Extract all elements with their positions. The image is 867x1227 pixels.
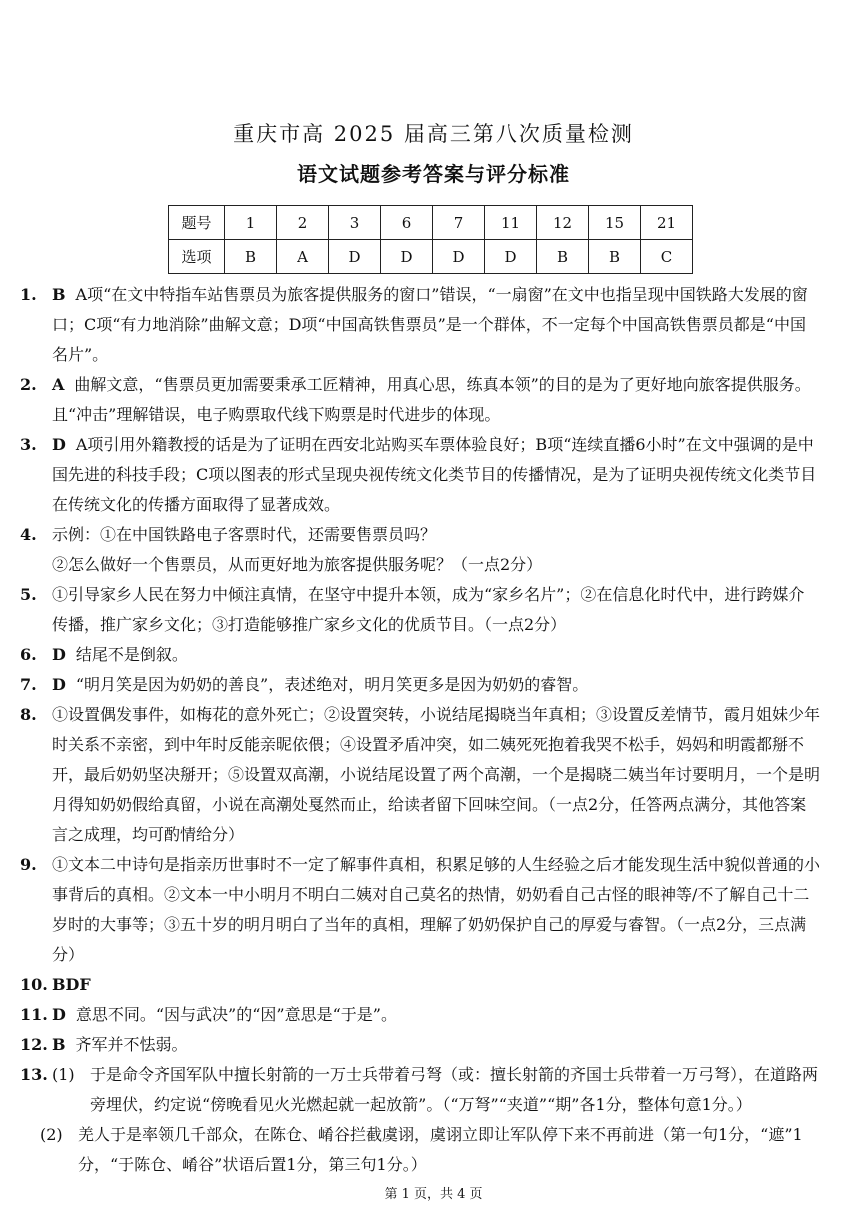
item-explanation: 结尾不是倒叙。 <box>75 645 188 664</box>
option-cell: B <box>225 240 277 274</box>
answer-item <box>20 280 820 370</box>
item-number: 5. <box>20 585 37 604</box>
option-cell: C <box>641 240 693 274</box>
option-cell: D <box>433 240 485 274</box>
answer-item <box>20 670 820 700</box>
exam-title: 重庆市高 2025 届高三第八次质量检测 <box>233 122 634 146</box>
option-cell: B <box>537 240 589 274</box>
question-number-cell: 7 <box>433 206 485 240</box>
answer-item <box>20 1060 820 1180</box>
answer-item <box>20 430 820 520</box>
sub-number: (1) <box>52 1065 75 1084</box>
item-answer-letter: D <box>52 1005 66 1024</box>
item-explanation: ①文本二中诗句是指亲历世事时不一定了解事件真相，积累足够的人生经验之后才能发现生活中貌似普通的小事背后的真相。②文本一中小明月不明白二姨对自己莫名的热情，奶奶看自己古怪的眼神等/不了解自己十二岁时的大事等；③五十岁的明月明白了当年的真相，理解了奶奶保护自己的厚爱与睿智。（一点2分，三点满分） <box>52 855 821 964</box>
item-explanation: 意思不同。“因与武决”的“因”意思是“于是”。 <box>75 1005 397 1024</box>
item-number: 11. <box>20 1005 48 1024</box>
item-number: 12. <box>20 1035 48 1054</box>
item-explanation: A项“在文中特指车站售票员为旅客提供服务的窗口”错误，“一扇窗”在文中也指呈现中国铁路大发展的窗口；C项“有力地消除”曲解文意；D项“中国高铁售票员”是一个群体，不一定每个中国高铁售票员都是“中国名片”。 <box>52 285 808 364</box>
answer-item <box>20 640 820 670</box>
answer-item <box>20 1000 820 1030</box>
item-number: 4. <box>20 525 37 544</box>
answer-item <box>20 850 820 970</box>
option-cell: D <box>381 240 433 274</box>
answer-item <box>20 370 820 430</box>
item-number: 6. <box>20 645 37 664</box>
item-number: 13. <box>20 1065 48 1084</box>
option-cell: D <box>485 240 537 274</box>
sub-explanation: 于是命令齐国军队中擅长射箭的一万士兵带着弓弩（或：擅长射箭的齐国士兵带着一万弓弩），在道路两旁埋伏，约定说“傍晚看见火光燃起就一起放箭”。（“万弩”“夹道”“期”各1分，整体句意1分。） <box>90 1065 819 1114</box>
sub-number: (2) <box>40 1125 63 1144</box>
item-number: 2. <box>20 375 37 394</box>
question-number-cell: 2 <box>277 206 329 240</box>
question-number-cell: 21 <box>641 206 693 240</box>
item-number: 7. <box>20 675 37 694</box>
page-footer: 第 1 页，共 4 页 <box>384 1187 483 1202</box>
question-number-cell: 11 <box>485 206 537 240</box>
answer-item <box>20 580 820 640</box>
question-number-cell: 15 <box>589 206 641 240</box>
answer-item <box>20 520 820 580</box>
answer-list <box>20 280 820 1180</box>
item-explanation: “明月笑是因为奶奶的善良”，表述绝对，明月笑更多是因为奶奶的睿智。 <box>75 675 589 694</box>
option-cell: B <box>589 240 641 274</box>
answer-subtitle: 语文试题参考答案与评分标准 <box>297 162 570 186</box>
answer-item <box>20 700 820 850</box>
item-continuation: ②怎么做好一个售票员，从而更好地为旅客提供服务呢？（一点2分） <box>52 555 543 574</box>
item-explanation: ①引导家乡人民在努力中倾注真情，在坚守中提升本领，成为“家乡名片”；②在信息化时代中，进行跨媒介传播，推广家乡文化；③打造能够推广家乡文化的优质节目。（一点2分） <box>52 585 805 634</box>
item-explanation: 示例：①在中国铁路电子客票时代，还需要售票员吗？ <box>52 525 437 544</box>
row-label-number: 题号 <box>169 206 225 240</box>
sub-explanation: 羌人于是率领几千部众，在陈仓、崤谷拦截虞诩，虞诩立即让军队停下来不再前进（第一句1分，“遮”1分，“于陈仓、崤谷”状语后置1分，第三句1分。） <box>78 1125 803 1174</box>
question-number-cell: 3 <box>329 206 381 240</box>
item-explanation: 曲解文意，“售票员更加需要秉承工匠精神，用真心思，练真本领”的目的是为了更好地向旅客提供服务。且“冲击”理解错误，电子购票取代线下购票是时代进步的体现。 <box>52 375 811 424</box>
answer-item <box>20 970 820 1000</box>
item-number: 10. <box>20 975 48 994</box>
answer-item <box>20 1030 820 1060</box>
option-cell: A <box>277 240 329 274</box>
item-answer-letter: A <box>52 375 65 394</box>
item-number: 1. <box>20 285 37 304</box>
item-answer-letter: B <box>52 1035 66 1054</box>
item-answer-letter: BDF <box>52 975 91 994</box>
item-explanation: A项引用外籍教授的话是为了证明在西安北站购买车票体验良好；B项“连续直播6小时”在文中强调的是中国先进的科技手段；C项以图表的形式呈现央视传统文化类节目的传播情况，是为了证明央视传统文化类节目在传统文化的传播方面取得了显著成效。 <box>52 435 817 514</box>
question-number-cell: 1 <box>225 206 277 240</box>
answer-table <box>168 205 693 274</box>
item-number: 3. <box>20 435 37 454</box>
item-number: 9. <box>20 855 37 874</box>
item-answer-letter: D <box>52 645 66 664</box>
item-number: 8. <box>20 705 37 724</box>
item-explanation: ①设置偶发事件，如梅花的意外死亡；②设置突转，小说结尾揭晓当年真相；③设置反差情节，霞月姐妹少年时关系不亲密，到中年时反能亲昵依偎；④设置矛盾冲突，如二姨死死抱着我哭不松手，妈妈和明霞都掰不开，最后奶奶坚决掰开；⑤设置双高潮，小说结尾设置了两个高潮，一个是揭晓二姨当年讨要明月，一个是明月得知奶奶假给真留，小说在高潮处戛然而止，给读者留下回味空间。（一点2分，任答两点满分，其他答案言之成理，均可酌情给分） <box>52 705 821 844</box>
sub-answer <box>52 1060 820 1120</box>
sub-answer <box>40 1120 820 1180</box>
answer-table-number-row <box>169 206 693 240</box>
answer-table-option-row <box>169 240 693 274</box>
item-explanation: 齐军并不怯弱。 <box>75 1035 188 1054</box>
option-cell: D <box>329 240 381 274</box>
row-label-option: 选项 <box>169 240 225 274</box>
item-answer-letter: B <box>52 285 66 304</box>
question-number-cell: 6 <box>381 206 433 240</box>
item-answer-letter: D <box>52 435 66 454</box>
question-number-cell: 12 <box>537 206 589 240</box>
item-answer-letter: D <box>52 675 66 694</box>
